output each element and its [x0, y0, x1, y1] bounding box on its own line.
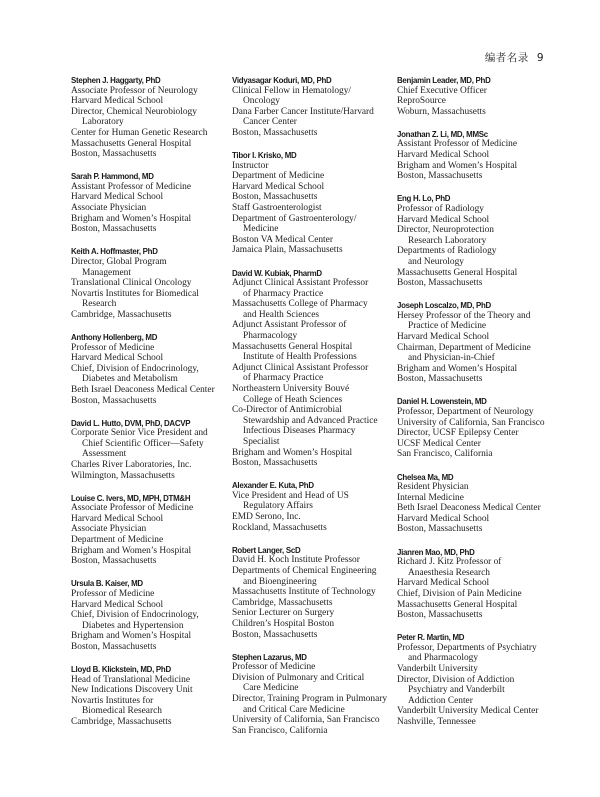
affiliation-line: Charles River Laboratories, Inc. — [71, 460, 192, 470]
affiliation-line: Harvard Medical School — [397, 150, 490, 161]
affiliation-line: Vanderbilt University — [397, 664, 478, 674]
affiliation-line: Director, Neuroprotection — [397, 225, 494, 236]
affiliation-line: Biomedical Research — [82, 706, 162, 717]
affiliation-line: San Francisco, California — [232, 725, 328, 736]
affiliation-line: Adjunct Assistant Professor of — [232, 320, 347, 331]
affiliation-line: Massachusetts General Hospital — [397, 599, 518, 610]
affiliation-line: Harvard Medical School — [397, 331, 490, 342]
affiliation-line: Brigham and Women’s Hospital — [71, 631, 192, 642]
affiliation-line: Chief Scientific Officer—Safety — [82, 438, 204, 449]
contributor-name: Jonathan Z. Li, MD, MMSc — [397, 128, 488, 139]
affiliation-line: Massachusetts General Hospital — [232, 341, 353, 352]
affiliation-line: Director, UCSF Epilepsy Center — [397, 428, 519, 439]
affiliation-line: Boston, Massachusetts — [232, 458, 318, 469]
contributor-name: Eng H. Lo, PhD — [397, 193, 451, 204]
affiliation-line: Beth Israel Deaconess Medical Center — [397, 503, 541, 514]
contributor-column-3 — [397, 75, 567, 739]
affiliation-line: Brigham and Women’s Hospital — [71, 545, 192, 556]
affiliation-line: Vice President and Head of US — [232, 490, 349, 501]
affiliation-line: Associate Physician — [71, 203, 147, 214]
contributor-name: Keith A. Hoffmaster, PhD — [71, 246, 158, 257]
contributor-entry — [71, 578, 241, 652]
affiliation-line: and Bioengineering — [243, 576, 317, 587]
affiliation-line: Medicine — [243, 224, 279, 235]
affiliation-line: Boston, Massachusetts — [397, 374, 483, 385]
affiliation-line: ReproSource — [397, 96, 446, 107]
affiliation-line: of Pharmacy Practice — [243, 373, 324, 384]
affiliation-line: Stewardship and Advanced Practice — [243, 415, 378, 426]
affiliation-line: Massachusetts College of Pharmacy — [232, 299, 368, 310]
affiliation-line: Boston, Massachusetts — [232, 192, 318, 203]
contributor-entry — [232, 652, 402, 737]
affiliation-line: Translational Clinical Oncology — [71, 278, 192, 289]
affiliation-line: Division of Pulmonary and Critical — [232, 672, 365, 683]
affiliation-line: Novartis Institutes for Biomedical — [71, 288, 199, 299]
contributor-name: Vidyasagar Koduri, MD, PhD — [232, 75, 332, 85]
affiliation-line: Boston, Massachusetts — [71, 395, 157, 406]
affiliation-line: Harvard Medical School — [397, 214, 490, 225]
affiliation-line: Chairman, Department of Medicine — [397, 342, 531, 353]
affiliation-line: Cambridge, Massachusetts — [71, 716, 172, 727]
affiliation-line: Director, Division of Addiction — [397, 674, 515, 685]
affiliation-line: Harvard Medical School — [397, 578, 490, 589]
affiliation-line: Assistant Professor of Medicine — [71, 181, 192, 192]
affiliation-line: Departments of Radiology — [397, 246, 497, 257]
contributor-name: David L. Hutto, DVM, PhD, DACVP — [71, 417, 191, 428]
affiliation-line: and Health Sciences — [243, 309, 320, 320]
affiliation-line: Massachusetts Institute of Technology — [232, 587, 376, 598]
affiliation-line: Boston, Massachusetts — [397, 278, 483, 289]
contributor-entry — [71, 418, 241, 482]
affiliation-line: Professor, Departments of Psychiatry — [397, 642, 537, 653]
affiliation-line: Chief, Division of Pain Medicine — [397, 588, 522, 599]
contributor-entry — [71, 664, 241, 728]
contributor-name: Sarah P. Hammond, MD — [71, 171, 154, 182]
affiliation-line: Corporate Senior Vice President and — [71, 428, 208, 439]
affiliation-line: Co-Director of Antimicrobial — [232, 405, 342, 416]
contributor-entry — [397, 300, 567, 385]
contributor-name: Jianren Mao, MD, PhD — [397, 546, 475, 557]
affiliation-line: Brigham and Women’s Hospital — [232, 447, 353, 458]
affiliation-line: Boston, Massachusetts — [232, 127, 318, 138]
affiliation-line: Diabetes and Metabolism — [82, 374, 178, 385]
contributor-name: Lloyd B. Klickstein, MD, PhD — [71, 664, 171, 674]
affiliation-line: Boston VA Medical Center — [232, 234, 333, 245]
contributor-name: Joseph Loscalzo, MD, PhD — [397, 300, 491, 311]
contributor-name: Peter R. Martin, MD — [397, 632, 465, 643]
affiliation-line: Professor, Department of Neurology — [397, 407, 534, 418]
affiliation-line: and Physician-in-Chief — [408, 353, 495, 364]
affiliation-line: Specialist — [243, 437, 280, 447]
affiliation-line: Staff Gastroenterologist — [232, 203, 322, 214]
affiliation-line: Harvard Medical School — [232, 181, 325, 192]
affiliation-line: Boston, Massachusetts — [397, 524, 483, 535]
affiliation-line: Director, Global Program — [71, 256, 167, 267]
affiliation-line: Cambridge, Massachusetts — [71, 309, 172, 320]
affiliation-line: Jamaica Plain, Massachusetts — [232, 245, 343, 256]
contributor-name: Alexander E. Kuta, PhD — [232, 480, 314, 491]
affiliation-line: Massachusetts General Hospital — [71, 138, 192, 149]
affiliation-line: Laboratory — [82, 117, 124, 128]
affiliation-line: Research — [82, 299, 117, 310]
affiliation-line: Adjunct Clinical Assistant Professor — [232, 362, 369, 373]
affiliation-line: Harvard Medical School — [71, 353, 164, 364]
affiliation-line: Brigham and Women’s Hospital — [397, 160, 518, 171]
affiliation-line: Boston, Massachusetts — [71, 556, 157, 567]
contributor-column-2 — [232, 75, 402, 748]
affiliation-line: Woburn, Massachusetts — [397, 106, 486, 117]
contributor-entry — [232, 480, 402, 533]
contributor-entry — [397, 75, 567, 117]
affiliation-line: Associate Professor of Neurology — [71, 85, 198, 96]
affiliation-line: Pharmacology — [243, 331, 298, 342]
contributor-entry — [71, 332, 241, 406]
contributor-name: Daniel H. Lowenstein, MD — [397, 396, 487, 407]
contributor-name: Louise C. Ivers, MD, MPH, DTM&H — [71, 492, 191, 503]
affiliation-line: Boston, Massachusetts — [397, 610, 483, 621]
contributor-entry — [71, 493, 241, 567]
affiliation-line: UCSF Medical Center — [397, 438, 481, 449]
contributor-entry — [232, 75, 402, 139]
contributor-name: Stephen Lazarus, MD — [232, 651, 307, 662]
affiliation-line: Internal Medicine — [397, 492, 464, 503]
affiliation-line: Instructor — [232, 160, 269, 171]
affiliation-line: Senior Lecturer on Surgery — [232, 608, 335, 619]
affiliation-line: Nashville, Tennessee — [397, 716, 476, 727]
affiliation-line: Hersey Professor of the Theory and — [397, 310, 531, 321]
contributor-column-1 — [71, 75, 241, 739]
affiliation-line: Clinical Fellow in Hematology/ — [232, 85, 351, 96]
affiliation-line: Boston, Massachusetts — [232, 629, 318, 640]
running-header — [485, 50, 544, 65]
affiliation-line: Department of Medicine — [232, 171, 325, 182]
affiliation-line: Associate Professor of Medicine — [71, 503, 194, 514]
affiliation-line: Rockland, Massachusetts — [232, 522, 327, 533]
affiliation-line: Professor of Radiology — [397, 203, 484, 214]
contributor-name: Chelsea Ma, MD — [397, 471, 454, 482]
affiliation-line: of Pharmacy Practice — [243, 288, 324, 299]
affiliation-line: Oncology — [243, 96, 280, 107]
page-number: 9 — [536, 52, 544, 64]
affiliation-line: Chief Executive Officer — [397, 85, 487, 96]
affiliation-line: Boston, Massachusetts — [71, 641, 157, 652]
contributor-name: Robert Langer, ScD — [232, 544, 301, 555]
affiliation-line: Cancer Center — [243, 117, 297, 128]
affiliation-line: Diabetes and Hypertension — [82, 620, 184, 631]
contributor-entry — [71, 246, 241, 320]
affiliation-line: Boston, Massachusetts — [397, 171, 483, 182]
contributor-entry — [232, 150, 402, 256]
affiliation-line: College of Heath Sciences — [243, 394, 343, 405]
affiliation-line: Professor of Medicine — [71, 588, 155, 599]
affiliation-line: Resident Physician — [397, 482, 469, 493]
affiliation-line: Beth Israel Deaconess Medical Center — [71, 384, 215, 395]
affiliation-line: Regulatory Affairs — [243, 501, 313, 512]
section-title: 编者名录 — [484, 52, 529, 64]
contributor-name: Benjamin Leader, MD, PhD — [397, 75, 491, 85]
affiliation-line: Chief, Division of Endocrinology, — [71, 363, 199, 374]
affiliation-line: Wilmington, Massachusetts — [71, 470, 175, 481]
affiliation-line: Center for Human Genetic Research — [71, 127, 208, 138]
affiliation-line: Brigham and Women’s Hospital — [71, 213, 192, 224]
affiliation-line: Boston, Massachusetts — [71, 149, 157, 160]
affiliation-line: Assistant Professor of Medicine — [397, 139, 518, 150]
affiliation-line: Chief, Division of Endocrinology, — [71, 610, 199, 621]
contributor-name: Stephen J. Haggarty, PhD — [71, 75, 161, 85]
affiliation-line: University of California, San Francisco — [397, 417, 545, 428]
affiliation-line: and Critical Care Medicine — [243, 704, 345, 715]
contributor-entry — [397, 396, 567, 460]
affiliation-line: Department of Medicine — [71, 535, 164, 546]
affiliation-line: Harvard Medical School — [71, 192, 164, 203]
affiliation-line: Assessment — [82, 449, 127, 460]
affiliation-line: Adjunct Clinical Assistant Professor — [232, 278, 369, 289]
contributor-entry — [71, 75, 241, 160]
affiliation-line: and Pharmacology — [408, 653, 479, 664]
contributor-name: Tibor I. Krisko, MD — [232, 150, 297, 161]
affiliation-line: Harvard Medical School — [71, 96, 164, 107]
affiliation-line: Vanderbilt University Medical Center — [397, 706, 539, 717]
contributor-name: Ursula B. Kaiser, MD — [71, 578, 143, 589]
contributor-entry — [397, 193, 567, 288]
affiliation-line: Harvard Medical School — [397, 513, 490, 524]
affiliation-line: Brigham and Women’s Hospital — [397, 363, 518, 374]
contributor-entry — [397, 129, 567, 182]
affiliation-line: Department of Gastroenterology/ — [232, 213, 357, 224]
affiliation-line: Institute of Health Professions — [243, 352, 357, 363]
contributor-entry — [397, 472, 567, 536]
contributor-entry — [232, 268, 402, 469]
affiliation-line: Management — [82, 267, 131, 278]
affiliation-line: San Francisco, California — [397, 449, 493, 460]
affiliation-line: Professor of Medicine — [71, 342, 155, 353]
affiliation-line: Director, Chemical Neurobiology — [71, 106, 197, 117]
affiliation-line: University of California, San Francisco — [232, 715, 380, 726]
affiliation-line: Professor of Medicine — [232, 662, 316, 673]
affiliation-line: Head of Translational Medicine — [71, 674, 190, 685]
affiliation-line: Dana Farber Cancer Institute/Harvard — [232, 106, 374, 117]
affiliation-line: Infectious Diseases Pharmacy — [243, 426, 356, 437]
affiliation-line: Boston, Massachusetts — [71, 224, 157, 235]
affiliation-line: Associate Physician — [71, 524, 147, 535]
affiliation-line: Anaesthesia Research — [408, 567, 490, 578]
affiliation-line: Addiction Center — [408, 695, 473, 706]
contributor-name: David W. Kubiak, PharmD — [232, 267, 322, 278]
affiliation-line: Psychiatry and Vanderbilt — [408, 685, 505, 696]
affiliation-line: Massachusetts General Hospital — [397, 267, 518, 278]
affiliation-line: Research Laboratory — [408, 235, 487, 246]
affiliation-line: Care Medicine — [243, 683, 299, 694]
affiliation-line: and Neurology — [408, 256, 464, 267]
affiliation-line: Practice of Medicine — [408, 321, 487, 332]
affiliation-line: Children’s Hospital Boston — [232, 618, 335, 629]
affiliation-line: New Indications Discovery Unit — [71, 685, 193, 696]
contributor-name: Anthony Hollenberg, MD — [71, 331, 158, 342]
affiliation-line: Cambridge, Massachusetts — [232, 597, 333, 608]
contributor-entry — [397, 632, 567, 727]
affiliation-line: Richard J. Kitz Professor of — [397, 557, 502, 568]
affiliation-line: David H. Koch Institute Professor — [232, 555, 360, 566]
contributor-entry — [71, 171, 241, 235]
affiliation-line: Novartis Institutes for — [71, 695, 154, 706]
affiliation-line: EMD Serono, Inc. — [232, 512, 301, 523]
affiliation-line: Departments of Chemical Engineering — [232, 565, 377, 576]
affiliation-line: Harvard Medical School — [71, 513, 164, 524]
affiliation-line: Director, Training Program in Pulmonary — [232, 693, 388, 704]
contributor-entry — [232, 545, 402, 640]
contributor-entry — [397, 547, 567, 621]
affiliation-line: Northeastern University Bouvé — [232, 384, 350, 395]
affiliation-line: Harvard Medical School — [71, 599, 164, 610]
